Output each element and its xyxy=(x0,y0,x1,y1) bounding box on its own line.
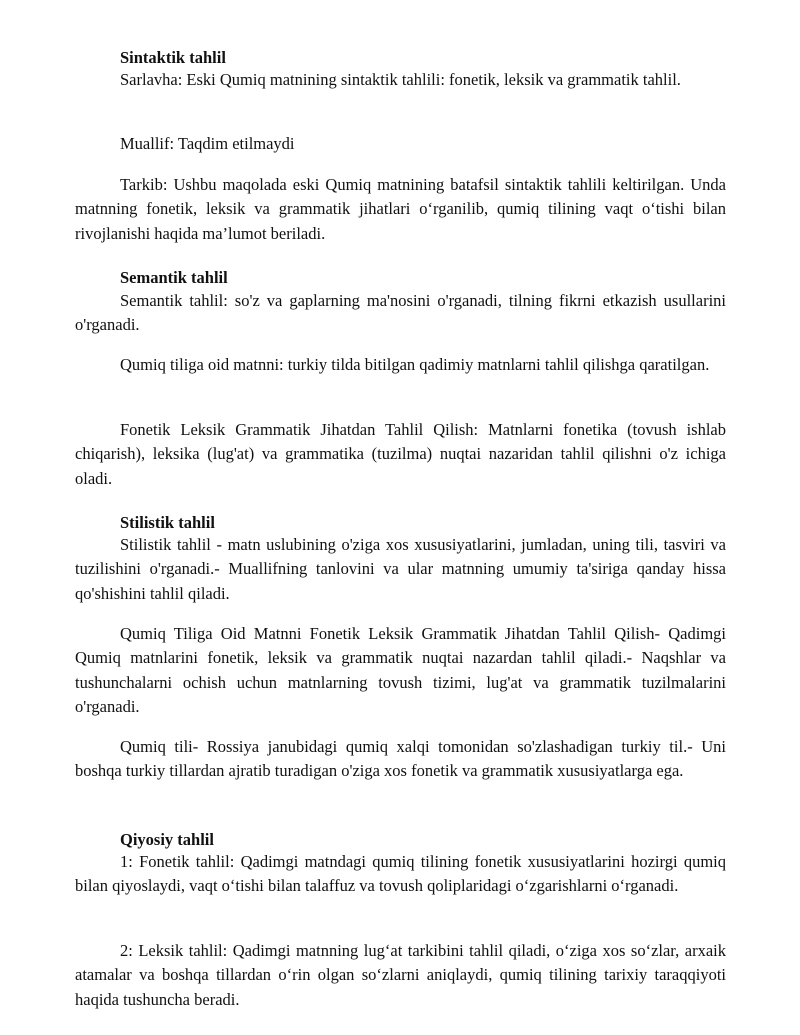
paragraph-semantik: Semantik tahlil: so'z va gaplarning ma'nosini o'rganadi, tilning fikrni etkazish usullarini o'rganadi. xyxy=(75,291,726,335)
paragraph-muallif: Muallif: Taqdim etilmaydi xyxy=(120,134,295,153)
heading-qiyosiy-tahlil: Qiyosiy tahlil xyxy=(120,830,214,849)
paragraph-fonetik-leksik: Fonetik Leksik Grammatik Jihatdan Tahlil Qilish: Matnlarni fonetika (tovush ishlab chiqarish), leksika (lug'at) va grammatika (tuzilma) nuqtai nazaridan tahlil qilishni o'z ichiga oladi. xyxy=(75,420,726,488)
paragraph-fonetik-tahlil: 1: Fonetik tahlil: Qadimgi matndagi qumiq tilining fonetik xususiyatlarini hozirgi qumiq bilan qiyoslaydi, vaqt o‘tishi bilan talaffuz va tovush qoliplaridagi o‘zgarishlarni o‘rganadi. xyxy=(75,852,726,896)
paragraph-tarkib: Tarkib: Ushbu maqolada eski Qumiq matnining batafsil sintaktik tahlili keltirilgan. Unda matnning fonetik, leksik va grammatik jihatlari o‘rganilib, qumiq tilining vaqt o‘tishi bilan rivojlanishi haqida ma’lumot beriladi. xyxy=(75,175,726,243)
paragraph-sarlavha: Sarlavha: Eski Qumiq matnining sintaktik tahlili: fonetik, leksik va grammatik tahlil. xyxy=(120,70,681,89)
paragraph-qumiq-tiliga: Qumiq tiliga oid matnni: turkiy tilda bitilgan qadimiy matnlarni tahlil qilishga qaratilgan. xyxy=(120,355,710,374)
heading-sintaktik-tahlil: Sintaktik tahlil xyxy=(120,48,226,67)
paragraph-qumiq-tili: Qumiq tili- Rossiya janubidagi qumiq xalqi tomonidan so'zlashadigan turkiy til.- Uni boshqa turkiy tillardan ajratib turadigan o'ziga xos fonetik va grammatik xususiyatlarga ega. xyxy=(75,737,726,781)
paragraph-stilistik: Stilistik tahlil - matn uslubining o'ziga xos xususiyatlarini, jumladan, uning tili, tasviri va tuzilishini o'rganadi.- Muallifning tanlovini va ular matnning umumiy ta'siriga qanday hissa qo'shishini tahlil qiladi. xyxy=(75,535,726,603)
heading-semantik-tahlil: Semantik tahlil xyxy=(120,268,228,287)
paragraph-leksik-tahlil: 2: Leksik tahlil: Qadimgi matnning lug‘at tarkibini tahlil qiladi, o‘ziga xos so‘zlar, arxaik atamalar va boshqa tillardan o‘rin olgan so‘zlarni aniqlaydi, qumiq tilining tarixiy taraqqiyoti haqida tushuncha beradi. xyxy=(75,941,726,1009)
heading-stilistik-tahlil: Stilistik tahlil xyxy=(120,513,215,532)
paragraph-qumiq-tiliga-oid: Qumiq Tiliga Oid Matnni Fonetik Leksik Grammatik Jihatdan Tahlil Qilish- Qadimgi Qumiq matnlarini fonetik, leksik va grammatik nuqtai nazardan tahlil qiladi.- Naqshlar va tushunchalarni ochish uchun matnlarning tovush tizimi, lug'at va grammatik tuzilmalarini o'rganadi. xyxy=(75,624,726,717)
